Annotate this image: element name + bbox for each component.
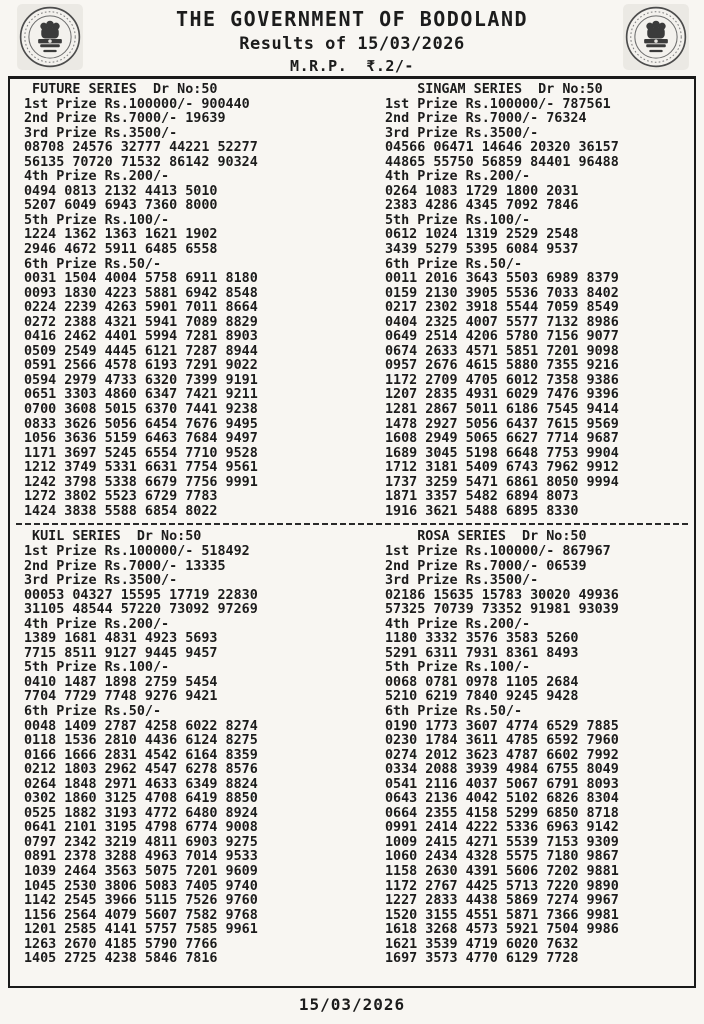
results-bottom-half bbox=[10, 530, 694, 966]
prize-label: 6th Prize Rs.50/- bbox=[24, 703, 162, 719]
winning-numbers-row: 0674 2633 4571 5851 7201 9098 bbox=[385, 343, 619, 359]
prize-label: 1st Prize Rs.100000/- 787561 bbox=[385, 96, 611, 112]
winning-numbers-row: 08708 24576 32777 44221 52277 bbox=[24, 140, 258, 156]
mrp-line: M.R.P. ₹.2/- bbox=[290, 57, 414, 75]
winning-numbers-row: 5210 6219 7840 9245 9428 bbox=[385, 689, 579, 705]
winning-numbers-row: 56135 70720 71532 86142 90324 bbox=[24, 154, 258, 170]
winning-numbers-row: 0093 1830 4223 5881 6942 8548 bbox=[24, 285, 258, 301]
prize-label: 3rd Prize Rs.3500/- bbox=[385, 125, 539, 141]
winning-numbers-row: 0410 1487 1898 2759 5454 bbox=[24, 674, 218, 690]
prize-label: 2nd Prize Rs.7000/- 06539 bbox=[385, 558, 587, 574]
winning-numbers-row: 0011 2016 3643 5503 6989 8379 bbox=[385, 271, 619, 287]
winning-numbers-row: 0891 2378 3288 4963 7014 9533 bbox=[24, 849, 258, 865]
winning-numbers-row: 7715 8511 9127 9445 9457 bbox=[24, 645, 218, 661]
winning-numbers-row: 44865 55750 56859 84401 96488 bbox=[385, 154, 619, 170]
prize-label: 5th Prize Rs.100/- bbox=[24, 660, 170, 676]
winning-numbers-row: 1060 2434 4328 5575 7180 9867 bbox=[385, 849, 619, 865]
winning-numbers-row: 1618 3268 4573 5921 7504 9986 bbox=[385, 922, 619, 938]
winning-numbers-row: 0118 1536 2810 4436 6124 8275 bbox=[24, 733, 258, 749]
winning-numbers-row: 0166 1666 2831 4542 6164 8359 bbox=[24, 747, 258, 763]
winning-numbers-row: 1916 3621 5488 6895 8330 bbox=[385, 503, 579, 519]
series-rosa bbox=[352, 530, 694, 966]
winning-numbers-row: 0224 2239 4263 5901 7011 8664 bbox=[24, 300, 258, 316]
winning-numbers-row: 1156 2564 4079 5607 7582 9768 bbox=[24, 907, 258, 923]
header bbox=[0, 0, 704, 76]
winning-numbers-row: 0274 2012 3623 4787 6602 7992 bbox=[385, 747, 619, 763]
prize-label: 1st Prize Rs.100000/- 900440 bbox=[24, 96, 250, 112]
prize-label: 2nd Prize Rs.7000/- 19639 bbox=[24, 111, 226, 127]
winning-numbers-row: 1242 3798 5338 6679 7756 9991 bbox=[24, 474, 258, 490]
prize-label: 5th Prize Rs.100/- bbox=[24, 212, 170, 228]
winning-numbers-row: 0525 1882 3193 4772 6480 8924 bbox=[24, 805, 258, 821]
series-divider bbox=[16, 523, 688, 525]
results-date-line: Results of 15/03/2026 bbox=[239, 34, 465, 54]
winning-numbers-row: 0541 2116 4037 5067 6791 8093 bbox=[385, 776, 619, 792]
winning-numbers-row: 1172 2767 4425 5713 7220 9890 bbox=[385, 878, 619, 894]
winning-numbers-row: 0612 1024 1319 2529 2548 bbox=[385, 227, 579, 243]
winning-numbers-row: 1158 2630 4391 5606 7202 9881 bbox=[385, 863, 619, 879]
winning-numbers-row: 04566 06471 14646 20320 36157 bbox=[385, 140, 619, 156]
winning-numbers-row: 0159 2130 3905 5536 7033 8402 bbox=[385, 285, 619, 301]
winning-numbers-row: 1201 2585 4141 5757 7585 9961 bbox=[24, 922, 258, 938]
winning-numbers-row: 1737 3259 5471 6861 8050 9994 bbox=[385, 474, 619, 490]
winning-numbers-row: 1281 2867 5011 6186 7545 9414 bbox=[385, 402, 619, 418]
winning-numbers-row: 2946 4672 5911 6485 6558 bbox=[24, 242, 218, 258]
winning-numbers-row: 1621 3539 4719 6020 7632 bbox=[385, 936, 579, 952]
prize-label: 3rd Prize Rs.3500/- bbox=[24, 573, 178, 589]
winning-numbers-row: 0649 2514 4206 5780 7156 9077 bbox=[385, 329, 619, 345]
winning-numbers-row: 0272 2388 4321 5941 7089 8829 bbox=[24, 314, 258, 330]
winning-numbers-row: 0594 2979 4733 6320 7399 9191 bbox=[24, 372, 258, 388]
prize-label: 6th Prize Rs.50/- bbox=[24, 256, 162, 272]
winning-numbers-row: 1207 2835 4931 6029 7476 9396 bbox=[385, 387, 619, 403]
winning-numbers-row: 1009 2415 4271 5539 7153 9309 bbox=[385, 834, 619, 850]
winning-numbers-row: 0664 2355 4158 5299 6850 8718 bbox=[385, 805, 619, 821]
winning-numbers-row: 7704 7729 7748 9276 9421 bbox=[24, 689, 218, 705]
winning-numbers-row: 1272 3802 5523 6729 7783 bbox=[24, 489, 218, 505]
winning-numbers-row: 1520 3155 4551 5871 7366 9981 bbox=[385, 907, 619, 923]
series-title: SINGAM SERIES Dr No:50 bbox=[417, 82, 603, 97]
winning-numbers-row: 0190 1773 3607 4774 6529 7885 bbox=[385, 718, 619, 734]
prize-label: 1st Prize Rs.100000/- 518492 bbox=[24, 543, 250, 559]
winning-numbers-row: 1608 2949 5065 6627 7714 9687 bbox=[385, 431, 619, 447]
prize-label: 1st Prize Rs.100000/- 867967 bbox=[385, 543, 611, 559]
header-text bbox=[0, 0, 704, 75]
winning-numbers-row: 0031 1504 4004 5758 6911 8180 bbox=[24, 271, 258, 287]
winning-numbers-row: 0651 3303 4860 6347 7421 9211 bbox=[24, 387, 258, 403]
prize-label: 4th Prize Rs.200/- bbox=[385, 616, 531, 632]
winning-numbers-row: 00053 04327 15595 17719 22830 bbox=[24, 587, 258, 603]
winning-numbers-row: 1172 2709 4705 6012 7358 9386 bbox=[385, 372, 619, 388]
winning-numbers-row: 0700 3608 5015 6370 7441 9238 bbox=[24, 402, 258, 418]
winning-numbers-row: 1180 3332 3576 3583 5260 bbox=[385, 631, 579, 647]
winning-numbers-row: 1871 3357 5482 6894 8073 bbox=[385, 489, 579, 505]
winning-numbers-row: 1039 2464 3563 5075 7201 9609 bbox=[24, 863, 258, 879]
footer-date: 15/03/2026 bbox=[298, 995, 406, 1014]
winning-numbers-row: 5291 6311 7931 8361 8493 bbox=[385, 645, 579, 661]
series-title: KUIL SERIES Dr No:50 bbox=[32, 529, 202, 545]
winning-numbers-row: 1263 2670 4185 5790 7766 bbox=[24, 936, 218, 952]
winning-numbers-row: 1697 3573 4770 6129 7728 bbox=[385, 951, 579, 967]
prize-label: 2nd Prize Rs.7000/- 13335 bbox=[24, 558, 226, 574]
winning-numbers-row: 0641 2101 3195 4798 6774 9008 bbox=[24, 820, 258, 836]
prize-label: 3rd Prize Rs.3500/- bbox=[24, 125, 178, 141]
winning-numbers-row: 0264 1848 2971 4633 6349 8824 bbox=[24, 776, 258, 792]
winning-numbers-row: 0212 1803 2962 4547 6278 8576 bbox=[24, 762, 258, 778]
winning-numbers-row: 1478 2927 5056 6437 7615 9569 bbox=[385, 416, 619, 432]
series-singam bbox=[352, 83, 694, 519]
winning-numbers-row: 1171 3697 5245 6554 7710 9528 bbox=[24, 445, 258, 461]
series-title: ROSA SERIES Dr No:50 bbox=[417, 529, 587, 545]
winning-numbers-row: 1142 2545 3966 5115 7526 9760 bbox=[24, 893, 258, 909]
winning-numbers-row: 0797 2342 3219 4811 6903 9275 bbox=[24, 834, 258, 850]
winning-numbers-row: 3439 5279 5395 6084 9537 bbox=[385, 242, 579, 258]
prize-label: 5th Prize Rs.100/- bbox=[385, 212, 531, 228]
prize-label: 4th Prize Rs.200/- bbox=[385, 169, 531, 185]
winning-numbers-row: 0048 1409 2787 4258 6022 8274 bbox=[24, 718, 258, 734]
winning-numbers-row: 0494 0813 2132 4413 5010 bbox=[24, 183, 218, 199]
winning-numbers-row: 0068 0781 0978 1105 2684 bbox=[385, 674, 579, 690]
page-title: THE GOVERNMENT OF BODOLAND bbox=[175, 7, 529, 31]
winning-numbers-row: 1424 3838 5588 6854 8022 bbox=[24, 503, 218, 519]
winning-numbers-row: 1712 3181 5409 6743 7962 9912 bbox=[385, 460, 619, 476]
winning-numbers-row: 1224 1362 1363 1621 1902 bbox=[24, 227, 218, 243]
winning-numbers-row: 0264 1083 1729 1800 2031 bbox=[385, 183, 579, 199]
winning-numbers-row: 1389 1681 4831 4923 5693 bbox=[24, 631, 218, 647]
winning-numbers-row: 1689 3045 5198 6648 7753 9904 bbox=[385, 445, 619, 461]
winning-numbers-row: 0404 2325 4007 5577 7132 8986 bbox=[385, 314, 619, 330]
winning-numbers-row: 57325 70739 73352 91981 93039 bbox=[385, 602, 619, 618]
winning-numbers-row: 0230 1784 3611 4785 6592 7960 bbox=[385, 733, 619, 749]
ashoka-emblem-right-icon bbox=[622, 3, 690, 71]
prize-label: 5th Prize Rs.100/- bbox=[385, 660, 531, 676]
series-future bbox=[10, 83, 352, 519]
winning-numbers-row: 1405 2725 4238 5846 7816 bbox=[24, 951, 218, 967]
winning-numbers-row: 1045 2530 3806 5083 7405 9740 bbox=[24, 878, 258, 894]
footer bbox=[0, 995, 704, 1014]
winning-numbers-row: 0591 2566 4578 6193 7291 9022 bbox=[24, 358, 258, 374]
winning-numbers-row: 0302 1860 3125 4708 6419 8850 bbox=[24, 791, 258, 807]
prize-label: 4th Prize Rs.200/- bbox=[24, 616, 170, 632]
results-box bbox=[8, 76, 696, 988]
winning-numbers-row: 02186 15635 15783 30020 49936 bbox=[385, 587, 619, 603]
series-kuil bbox=[10, 530, 352, 966]
series-title: FUTURE SERIES Dr No:50 bbox=[32, 82, 218, 97]
results-top-half bbox=[10, 83, 694, 519]
winning-numbers-row: 1212 3749 5331 6631 7754 9561 bbox=[24, 460, 258, 476]
ashoka-emblem-left-icon bbox=[16, 3, 84, 71]
winning-numbers-row: 0509 2549 4445 6121 7287 8944 bbox=[24, 343, 258, 359]
prize-label: 6th Prize Rs.50/- bbox=[385, 703, 523, 719]
winning-numbers-row: 1227 2833 4438 5869 7274 9967 bbox=[385, 893, 619, 909]
winning-numbers-row: 0833 3626 5056 6454 7676 9495 bbox=[24, 416, 258, 432]
winning-numbers-row: 1056 3636 5159 6463 7684 9497 bbox=[24, 431, 258, 447]
winning-numbers-row: 5207 6049 6943 7360 8000 bbox=[24, 198, 218, 214]
prize-label: 4th Prize Rs.200/- bbox=[24, 169, 170, 185]
prize-label: 6th Prize Rs.50/- bbox=[385, 256, 523, 272]
winning-numbers-row: 2383 4286 4345 7092 7846 bbox=[385, 198, 579, 214]
winning-numbers-row: 0643 2136 4042 5102 6826 8304 bbox=[385, 791, 619, 807]
winning-numbers-row: 0957 2676 4615 5880 7355 9216 bbox=[385, 358, 619, 374]
winning-numbers-row: 0416 2462 4401 5994 7281 8903 bbox=[24, 329, 258, 345]
prize-label: 3rd Prize Rs.3500/- bbox=[385, 573, 539, 589]
winning-numbers-row: 31105 48544 57220 73092 97269 bbox=[24, 602, 258, 618]
winning-numbers-row: 0217 2302 3918 5544 7059 8549 bbox=[385, 300, 619, 316]
winning-numbers-row: 0991 2414 4222 5336 6963 9142 bbox=[385, 820, 619, 836]
winning-numbers-row: 0334 2088 3939 4984 6755 8049 bbox=[385, 762, 619, 778]
prize-label: 2nd Prize Rs.7000/- 76324 bbox=[385, 111, 587, 127]
